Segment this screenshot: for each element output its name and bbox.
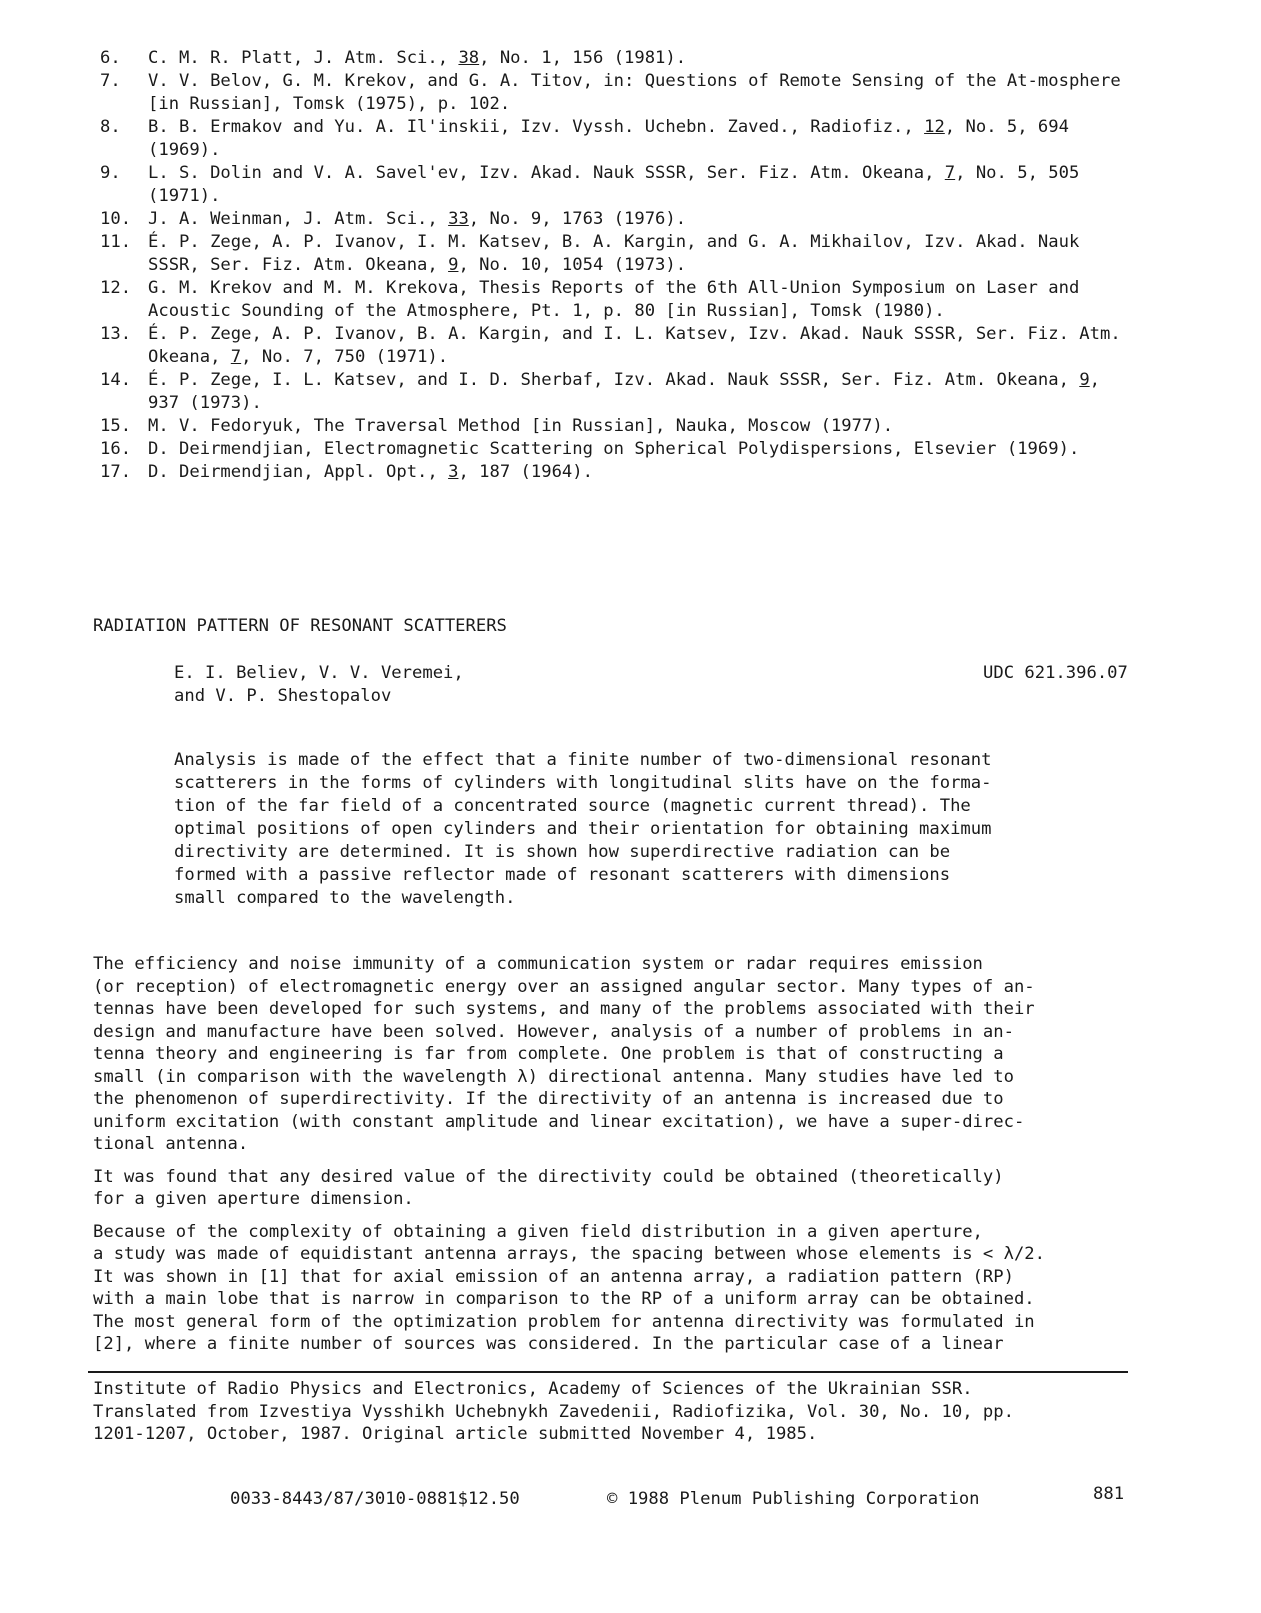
reference-segment: É. P. Zege, A. P. Ivanov, I. M. Katsev, B. A. Kargin, and G. A. Mikhailov, Izv. Akad. Nauk SSSR, Ser. Fiz. Atm. Okeana, — [148, 232, 1080, 275]
reference-item — [100, 231, 1140, 277]
reference-text — [148, 415, 1140, 438]
reference-item — [100, 277, 1140, 323]
reference-volume: 38 — [458, 48, 480, 68]
reference-number: 13. — [100, 324, 132, 344]
reference-volume: 3 — [448, 462, 459, 482]
footnote-divider — [88, 1371, 1128, 1373]
reference-text — [148, 70, 1140, 116]
reference-segment: É. P. Zege, A. P. Ivanov, B. A. Kargin, and I. L. Katsev, Izv. Akad. Nauk SSSR, Ser. Fiz. Atm. Okeana, — [148, 324, 1121, 367]
reference-number: 9. — [100, 163, 121, 183]
reference-number: 6. — [100, 48, 121, 68]
reference-volume: 33 — [448, 209, 469, 229]
reference-volume: 9 — [448, 255, 459, 275]
reference-item — [100, 415, 1140, 438]
reference-segment: , No. 1, 156 (1981). — [479, 48, 687, 68]
reference-text — [148, 438, 1140, 461]
reference-segment: L. S. Dolin and V. A. Savel'ev, Izv. Akad. Nauk SSSR, Ser. Fiz. Atm. Okeana, — [148, 163, 945, 183]
reference-text — [148, 47, 1140, 70]
reference-segment: B. B. Ermakov and Yu. A. Il'inskii, Izv. Vyssh. Uchebn. Zaved., Radiofiz., — [148, 117, 925, 137]
reference-text — [148, 277, 1140, 323]
reference-segment: , No. 9, 1763 (1976). — [468, 209, 687, 229]
reference-volume: 7 — [944, 163, 956, 183]
reference-number: 16. — [100, 439, 132, 459]
reference-segment: , No. 10, 1054 (1973). — [458, 255, 687, 275]
reference-number: 14. — [100, 370, 132, 390]
reference-segment: D. Deirmendjian, Electromagnetic Scattering on Spherical Polydispersions, Elsevier (1969). — [148, 439, 1080, 459]
footer-copyright: © 1988 Plenum Publishing Corporation — [607, 1489, 980, 1509]
reference-number: 15. — [100, 416, 132, 436]
affiliation-footnote: Institute of Radio Physics and Electronics, Academy of Sciences of the Ukrainian SSR. Translated from Izvestiya Vysshikh Uchebnykh Zavedenii, Radiofizika, Vol. 30, No. 10, pp. 1201-1207, October, 1987. Original article submitted November 4, 1985. — [93, 1379, 1014, 1444]
reference-item — [100, 369, 1140, 415]
reference-text — [148, 369, 1140, 415]
reference-text — [148, 461, 1140, 484]
reference-segment: , 937 (1973). — [148, 370, 1101, 413]
reference-volume: 7 — [230, 347, 242, 367]
reference-segment: , No. 7, 750 (1971). — [241, 347, 449, 367]
body-paragraph: The efficiency and noise immunity of a communication system or radar requires emission (or reception) of electromagnetic energy over an assigned angular sector. Many types of an- tennas have been developed for such systems, and many of the problems associated with their design and manufacture have been solved. However, analysis of a number of problems in an- tenna theory and engineering is far from complete. One problem is that of constructing a small (in comparison with the wavelength λ) directional antenna. Many studies have led to the phenomenon of superdirectivity. If the directivity of an antenna is increased due to uniform excitation (with constant amplitude and linear excitation), we have a super-direc- tional antenna. — [93, 954, 1035, 1154]
reference-text — [148, 208, 1140, 231]
reference-number: 11. — [100, 232, 132, 252]
reference-volume: 9 — [1079, 370, 1090, 390]
reference-number: 17. — [100, 462, 132, 482]
reference-number: 12. — [100, 278, 132, 298]
reference-item — [100, 461, 1140, 484]
reference-text — [148, 116, 1140, 162]
reference-list — [100, 47, 1140, 484]
reference-segment: J. A. Weinman, J. Atm. Sci., — [148, 209, 449, 229]
reference-number: 10. — [100, 209, 132, 229]
reference-item — [100, 438, 1140, 461]
reference-item — [100, 208, 1140, 231]
reference-text — [148, 231, 1140, 277]
authors: E. I. Believ, V. V. Veremei, and V. P. Shestopalov — [174, 663, 464, 706]
body-paragraph: It was found that any desired value of the directivity could be obtained (theoretically) for a given aperture dimension. — [93, 1166, 1004, 1209]
reference-number: 7. — [100, 71, 121, 91]
reference-segment: , No. 5, 505 (1971). — [148, 163, 1080, 206]
reference-text — [148, 323, 1140, 369]
reference-item — [100, 70, 1140, 116]
reference-segment: M. V. Fedoryuk, The Traversal Method [in Russian], Nauka, Moscow (1977). — [148, 416, 894, 436]
abstract: Analysis is made of the effect that a finite number of two-dimensional resonant scatterers in the forms of cylinders with longitudinal slits have on the forma- tion of the far field of a concentrated source (magnetic current thread). The optimal positions of open cylinders and their orientation for obtaining maximum directivity are determined. It is shown how superdirective radiation can be formed with a passive reflector made of resonant scatterers with dimensions small compared to the wavelength. — [174, 750, 992, 908]
reference-item — [100, 323, 1140, 369]
reference-segment: C. M. R. Platt, J. Atm. Sci., — [148, 48, 459, 68]
reference-volume: 12 — [924, 117, 945, 137]
reference-segment: , 187 (1964). — [458, 462, 593, 482]
reference-item — [100, 162, 1140, 208]
article-body — [93, 953, 1143, 1366]
reference-item — [100, 47, 1140, 70]
body-paragraph: Because of the complexity of obtaining a given field distribution in a given aperture, a study was made of equidistant antenna arrays, the spacing between whose elements is < λ/2. It was shown in [1] that for axial emission of an antenna array, a radiation pattern (RP) with a main lobe that is narrow in comparison to the RP of a uniform array can be obtained. The most general form of the optimization problem for antenna directivity was formulated in [2], where a finite number of sources was considered. In the particular case of a linear — [93, 1221, 1045, 1354]
page-number: 881 — [1093, 1484, 1125, 1504]
reference-number: 8. — [100, 117, 121, 137]
reference-segment: V. V. Belov, G. M. Krekov, and G. A. Titov, in: Questions of Remote Sensing of the At-mosphere [in Russian], Tomsk (1975), p. 102. — [148, 71, 1121, 114]
reference-segment: D. Deirmendjian, Appl. Opt., — [148, 462, 449, 482]
reference-item — [100, 116, 1140, 162]
reference-segment: G. M. Krekov and M. M. Krekova, Thesis Reports of the 6th All-Union Symposium on Laser and Acoustic Sounding of the Atmosphere, Pt. 1, p. 80 [in Russian], Tomsk (1980). — [148, 278, 1080, 321]
footer-code: 0033-8443/87/3010-0881$12.50 — [230, 1489, 520, 1509]
reference-text — [148, 162, 1140, 208]
reference-segment: , No. 5, 694 (1969). — [148, 117, 1069, 160]
reference-segment: É. P. Zege, I. L. Katsev, and I. D. Sherbaf, Izv. Akad. Nauk SSSR, Ser. Fiz. Atm. Okeana, — [148, 370, 1080, 390]
article-title: RADIATION PATTERN OF RESONANT SCATTERERS — [93, 616, 507, 636]
udc-code: UDC 621.396.07 — [983, 663, 1128, 683]
